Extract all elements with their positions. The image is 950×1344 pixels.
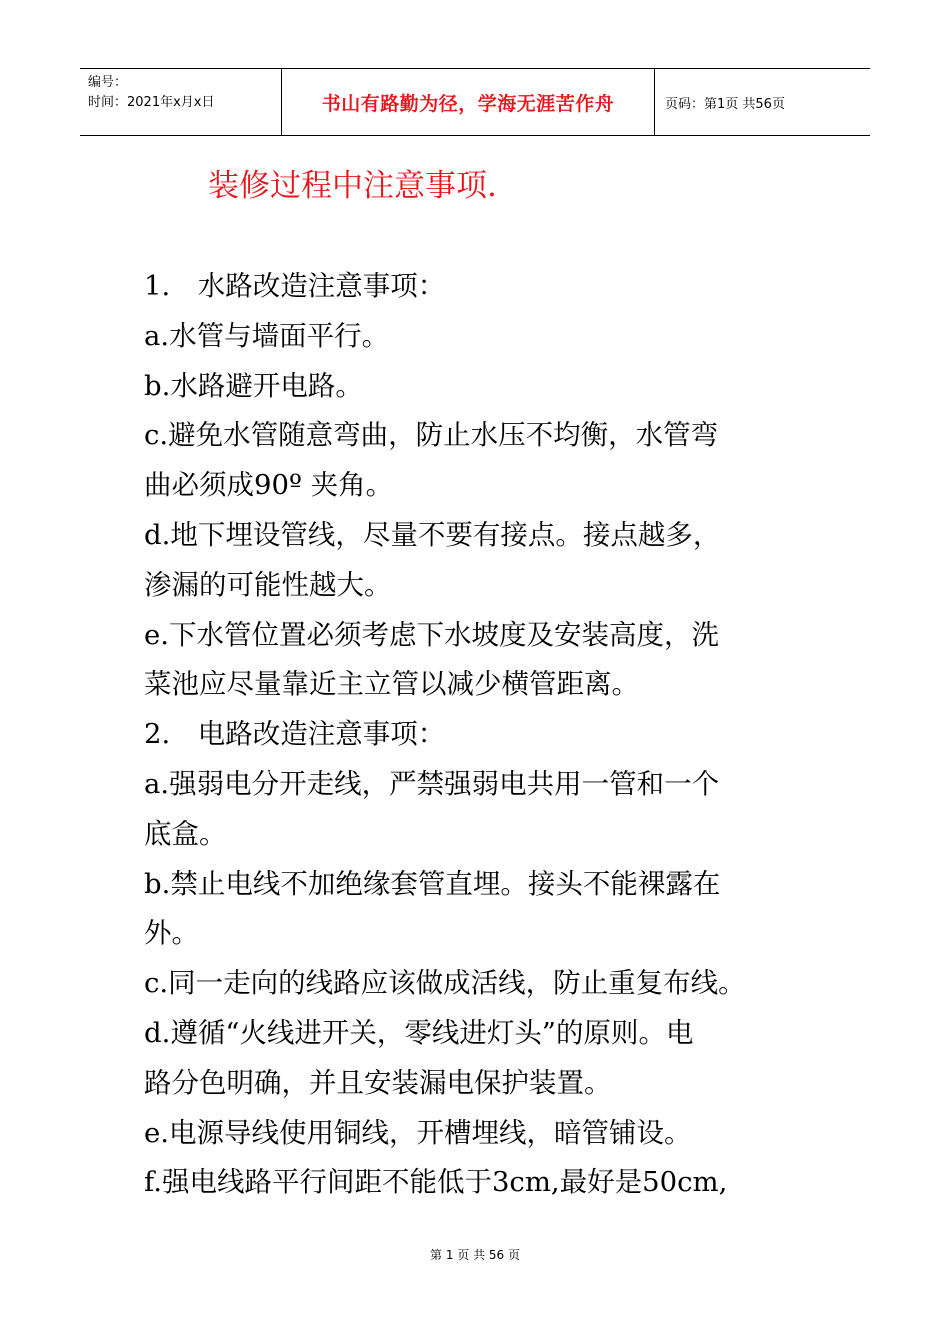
time-label: 时间：2021年x月x日 — [88, 95, 215, 110]
section-heading-water: 1. 水路改造注意事项： — [144, 270, 446, 302]
page-footer: 第 1 页 共 56 页 — [430, 1248, 520, 1262]
body-line: c.避免水管随意弯曲，防止水压不均衡，水管弯 — [144, 419, 719, 452]
header-meta-cell — [80, 69, 282, 135]
document-body — [144, 262, 824, 1208]
body-line: e.电源导线使用铜线，开槽埋线，暗管铺设。 — [144, 1116, 692, 1149]
body-line: a.水管与墙面平行。 — [144, 319, 390, 352]
body-line: c.同一走向的线路应该做成活线，防止重复布线。 — [144, 967, 746, 1000]
body-line: 曲必须成90º 夹角。 — [144, 469, 394, 502]
page-header — [80, 68, 870, 136]
header-page-cell — [655, 69, 870, 135]
body-line: 菜池应尽量靠近主立管以减少横管距离。 — [144, 668, 639, 701]
page-info: 页码：第1页 共56页 — [665, 96, 785, 112]
body-line: e.下水管位置必须考虑下水坡度及安装高度，洗 — [144, 618, 720, 651]
body-line: b.水路避开电路。 — [144, 369, 363, 402]
motto-text: 书山有路勤为径，学海无涯苦作舟 — [321, 92, 615, 115]
body-line: f.强电线路平行间距不能低于3cm,最好是50cm, — [144, 1166, 728, 1199]
body-line: 外。 — [144, 917, 199, 950]
body-line: d.地下埋设管线，尽量不要有接点。接点越多， — [144, 518, 721, 551]
document-title: 装修过程中注意事项. — [208, 168, 497, 204]
section-heading-electric: 2. 电路改造注意事项： — [144, 718, 446, 751]
body-line: a.强弱电分开走线，严禁强弱电共用一管和一个 — [144, 767, 720, 800]
number-label: 编号： — [88, 75, 128, 90]
body-line: 路分色明确，并且安装漏电保护装置。 — [144, 1066, 612, 1099]
header-motto-cell — [282, 69, 655, 135]
body-line: d.遵循“火线进开关，零线进灯头”的原则。电 — [144, 1016, 694, 1049]
body-line: 渗漏的可能性越大。 — [144, 568, 392, 601]
body-line: b.禁止电线不加绝缘套管直埋。接头不能裸露在 — [144, 867, 721, 900]
body-line: 底盒。 — [144, 817, 227, 850]
